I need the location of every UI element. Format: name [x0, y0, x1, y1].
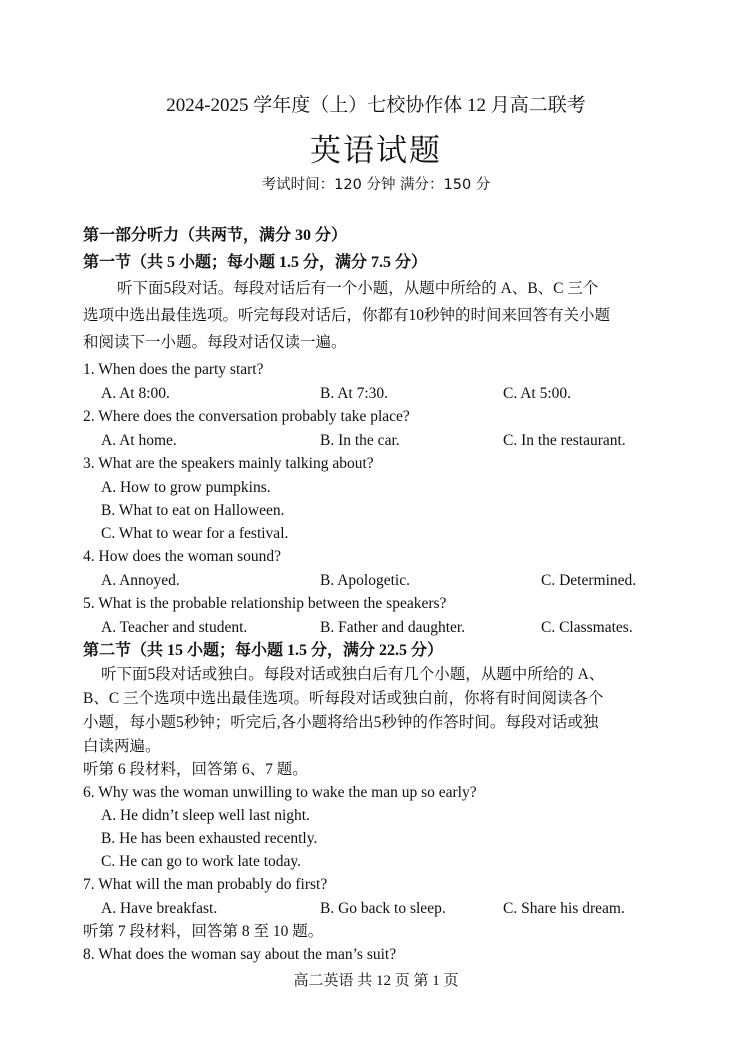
question-7-stem: 7. What will the man probably do first? [83, 876, 328, 893]
section2-instructions-line3: 小题，每小题5秒钟；听完后,各小题将给出5秒钟的作答时间。每段对话或独 [83, 714, 599, 731]
question-1-option-a: A. At 8:00. [101, 385, 170, 402]
section1-instructions-line3: 和阅读下一小题。每段对话仅读一遍。 [83, 334, 347, 351]
material-6-heading: 听第 6 段材料，回答第 6、7 题。 [83, 761, 308, 778]
question-5-option-b: B. Father and daughter. [320, 619, 466, 636]
question-5-option-a: A. Teacher and student. [101, 619, 248, 636]
question-3-option-c: C. What to wear for a festival. [101, 525, 289, 542]
section1-instructions-line2: 选项中选出最佳选项。听完每段对话后，你都有10秒钟的时间来回答有关小题 [83, 307, 611, 324]
question-5-stem: 5. What is the probable relationship between the speakers? [83, 595, 447, 612]
question-4-option-c: C. Determined. [541, 572, 637, 589]
question-4-option-a: A. Annoyed. [101, 572, 180, 589]
question-1-option-b: B. At 7:30. [320, 385, 389, 402]
question-2-option-b: B. In the car. [320, 432, 400, 449]
question-7-option-a: A. Have breakfast. [101, 900, 218, 917]
question-6-option-a: A. He didn’t sleep well last night. [101, 807, 310, 824]
question-7-option-c: C. Share his dream. [503, 900, 625, 917]
question-2-option-c: C. In the restaurant. [503, 432, 626, 449]
question-6-option-b: B. He has been exhausted recently. [101, 830, 318, 847]
question-3-option-b: B. What to eat on Halloween. [101, 502, 285, 519]
question-1-stem: 1. When does the party start? [83, 361, 264, 378]
exam-title: 2024-2025 学年度（上）七校协作体 12 月高二联考 [166, 95, 586, 116]
question-2-stem: 2. Where does the conversation probably take place? [83, 408, 410, 425]
question-6-stem: 6. Why was the woman unwilling to wake the man up so early? [83, 784, 477, 801]
question-5-option-c: C. Classmates. [541, 619, 633, 636]
material-7-heading: 听第 7 段材料，回答第 8 至 10 题。 [83, 923, 324, 940]
part1-heading: 第一部分听力（共两节，满分 30 分） [83, 227, 348, 244]
exam-info: 考试时间：120 分钟 满分：150 分 [261, 177, 491, 193]
section1-heading: 第一节（共 5 小题；每小题 1.5 分，满分 7.5 分） [83, 254, 428, 271]
question-4-stem: 4. How does the woman sound? [83, 548, 282, 565]
page-footer: 高二英语 共 12 页 第 1 页 [293, 973, 459, 989]
question-4-option-b: B. Apologetic. [320, 572, 410, 589]
question-1-option-c: C. At 5:00. [503, 385, 572, 402]
section2-instructions-line2: B、C 三个选项中选出最佳选项。听每段对话或独白前，你将有时间阅读各个 [83, 690, 604, 707]
question-6-option-c: C. He can go to work late today. [101, 853, 302, 870]
subject-title: 英语试题 [310, 133, 442, 168]
question-3-stem: 3. What are the speakers mainly talking about? [83, 455, 374, 472]
section1-instructions-line1: 听下面5段对话。每段对话后有一个小题，从题中所给的 A、B、C 三个 [117, 280, 599, 297]
section2-instructions-line1: 听下面5段对话或独白。每段对话或独白后有几个小题，从题中所给的 A、 [101, 666, 605, 683]
question-3-option-a: A. How to grow pumpkins. [101, 479, 271, 496]
question-2-option-a: A. At home. [101, 432, 177, 449]
question-8-stem: 8. What does the woman say about the man’s suit? [83, 946, 397, 963]
section2-heading: 第二节（共 15 小题；每小题 1.5 分，满分 22.5 分） [83, 642, 444, 659]
section2-instructions-line4: 白读两遍。 [83, 738, 161, 755]
question-7-option-b: B. Go back to sleep. [320, 900, 446, 917]
